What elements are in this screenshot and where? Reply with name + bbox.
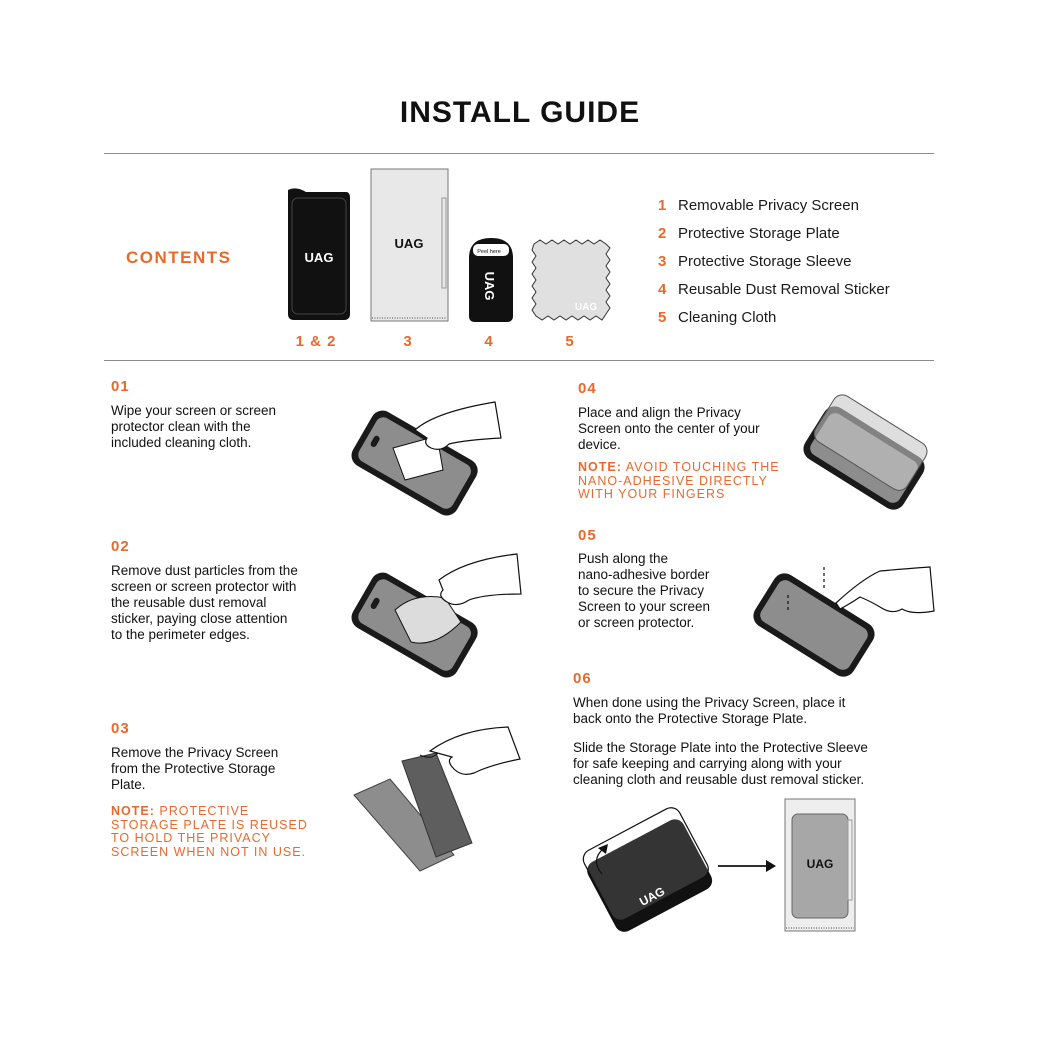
contents-list-item: 2 Protective Storage Plate [658,225,840,242]
step-06-text: When done using the Privacy Screen, place it back onto the Protective Storage Plate. [573,695,846,726]
cleaning-cloth-illustration [530,240,612,322]
brand-logo-step-06: UAG [637,884,668,909]
item-number-3: 3 [403,333,413,350]
step-05-number: 05 [578,527,597,544]
contents-divider [104,360,934,361]
step-02-text: Remove dust particles from the screen or screen protector with the reusable dust removal sticker, paying close attention to the perimeter edges. [111,563,298,642]
step-02-number: 02 [111,538,130,555]
contents-list-item: 3 Protective Storage Sleeve [658,253,852,270]
step-04-number: 04 [578,380,597,397]
step-02-illustration [345,552,525,672]
step-01-illustration [345,400,505,510]
contents-label: CONTENTS [126,248,232,267]
step-06-plate-illustration [582,820,722,940]
brand-logo-sleeve: UAG [394,236,424,251]
brand-logo-sticker: UAG [482,271,497,301]
step-03-illustration [350,725,540,870]
item-number-5: 5 [565,333,575,350]
step-06-text-2: Slide the Storage Plate into the Protective Sleeve for safe keeping and carrying along with your cleaning cloth and reusable dust removal sticker. [573,740,868,787]
step-01-number: 01 [111,378,130,395]
step-03-note: NOTE: PROTECTIVE STORAGE PLATE IS REUSED TO HOLD THE PRIVACY SCREEN WHEN NOT IN USE. [111,804,308,859]
top-divider [104,153,934,154]
step-06-sleeve-illustration [784,798,856,934]
step-01-text: Wipe your screen or screen protector clean with the included cleaning cloth. [111,403,277,450]
storage-sleeve-illustration [370,168,450,324]
brand-logo-cloth: UAG [574,302,598,313]
page-title: INSTALL GUIDE [399,96,641,129]
step-03-number: 03 [111,720,130,737]
step-04-note: NOTE: AVOID TOUCHING THE NANO-ADHESIVE DIRECTLY WITH YOUR FINGERS [578,460,780,501]
brand-logo-step-06-sleeve: UAG [806,857,834,871]
item-number-4: 4 [484,333,494,350]
item-number-1-2: 1 & 2 [295,333,337,350]
privacy-screen-plate-illustration [284,186,354,322]
step-03-text: Remove the Privacy Screen from the Protective Storage Plate. [111,745,279,792]
step-04-text: Place and align the Privacy Screen onto the center of your device. [578,405,760,452]
contents-list-item: 5 Cleaning Cloth [658,309,777,326]
arrow-right-icon [718,858,778,874]
dust-sticker-illustration [469,238,513,324]
brand-logo-plate: UAG [304,250,334,265]
peel-here-text: Peel here [477,249,501,255]
step-05-illustration [752,565,942,675]
step-05-text: Push along the nano-adhesive border to secure the Privacy Screen to your screen or screen protector. [578,551,711,630]
step-06-number: 06 [573,670,592,687]
contents-list-item: 1 Removable Privacy Screen [658,197,859,214]
step-04-illustration [800,398,935,518]
contents-list-item: 4 Reusable Dust Removal Sticker [658,281,890,298]
